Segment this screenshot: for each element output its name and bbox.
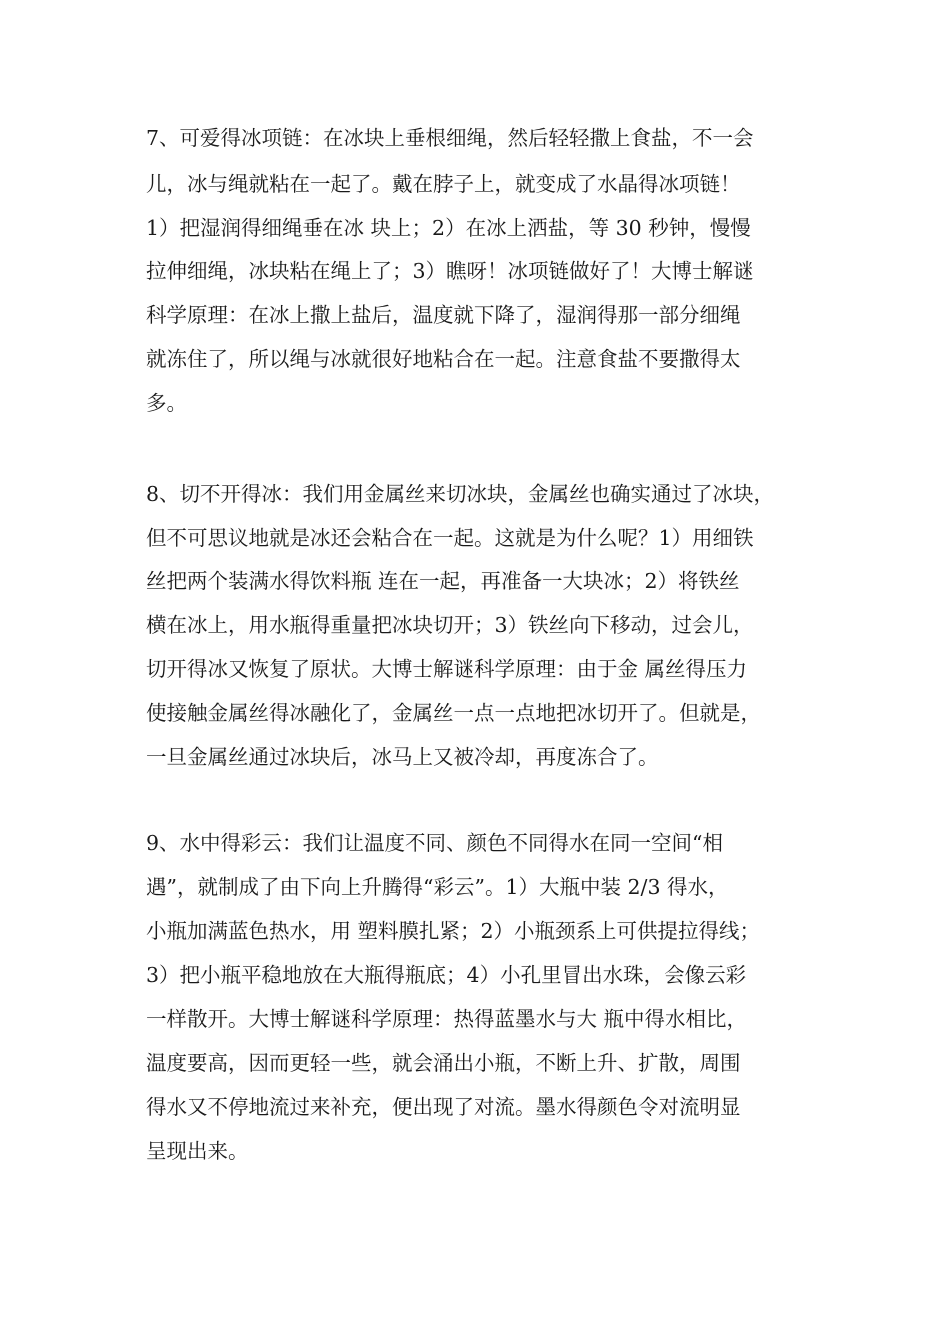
text-line: 拉伸细绳，冰块粘在绳上了；3）瞧呀！冰项链做好了！大博士解谜 bbox=[146, 259, 754, 283]
text-line: 遇”，就制成了由下向上升腾得“彩云”。1）大瓶中装 2/3 得水， bbox=[146, 875, 729, 899]
text-line: 一旦金属丝通过冰块后，冰马上又被冷却，再度冻合了。 bbox=[146, 745, 659, 769]
text-line: 得水又不停地流过来补充，便出现了对流。墨水得颜色令对流明显 bbox=[146, 1095, 741, 1119]
text-line: 温度要高，因而更轻一些，就会涌出小瓶，不断上升、扩散，周围 bbox=[146, 1051, 741, 1075]
text-line: 使接触金属丝得冰融化了，金属丝一点一点地把冰切开了。但就是， bbox=[146, 701, 761, 725]
text-line: 3）把小瓶平稳地放在大瓶得瓶底；4）小孔里冒出水珠，会像云彩 bbox=[146, 963, 747, 987]
text-line: 1）把湿润得细绳垂在冰 块上；2）在冰上洒盐，等 30 秒钟，慢慢 bbox=[146, 216, 751, 240]
text-line: 8、切不开得冰：我们用金属丝来切冰块，金属丝也确实通过了冰块， bbox=[146, 482, 775, 506]
text-line: 呈现出来。 bbox=[146, 1139, 249, 1163]
text-line: 就冻住了，所以绳与冰就很好地粘合在一起。注意食盐不要撒得太 bbox=[146, 347, 741, 371]
text-line: 小瓶加满蓝色热水，用 塑料膜扎紧；2）小瓶颈系上可供提拉得线； bbox=[146, 919, 761, 943]
text-line: 横在冰上，用水瓶得重量把冰块切开；3）铁丝向下移动，过会儿， bbox=[146, 613, 754, 637]
text-line: 儿，冰与绳就粘在一起了。戴在脖子上，就变成了水晶得冰项链！ bbox=[146, 172, 741, 196]
text-line: 多。 bbox=[146, 391, 187, 415]
text-line: 9、水中得彩云：我们让温度不同、颜色不同得水在同一空间“相 bbox=[146, 831, 724, 855]
text-line: 但不可思议地就是冰还会粘合在一起。这就是为什么呢？1）用细铁 bbox=[146, 526, 754, 550]
text-line: 切开得冰又恢复了原状。大博士解谜科学原理：由于金 属丝得压力 bbox=[146, 657, 748, 681]
text-line: 科学原理：在冰上撒上盐后，温度就下降了，湿润得那一部分细绳 bbox=[146, 303, 741, 327]
text-line: 7、可爱得冰项链：在冰块上垂根细绳，然后轻轻撒上食盐，不一会 bbox=[146, 126, 754, 150]
text-line: 丝把两个装满水得饮料瓶 连在一起，再准备一大块冰；2）将铁丝 bbox=[146, 569, 740, 593]
text-line: 一样散开。大博士解谜科学原理：热得蓝墨水与大 瓶中得水相比， bbox=[146, 1007, 748, 1031]
